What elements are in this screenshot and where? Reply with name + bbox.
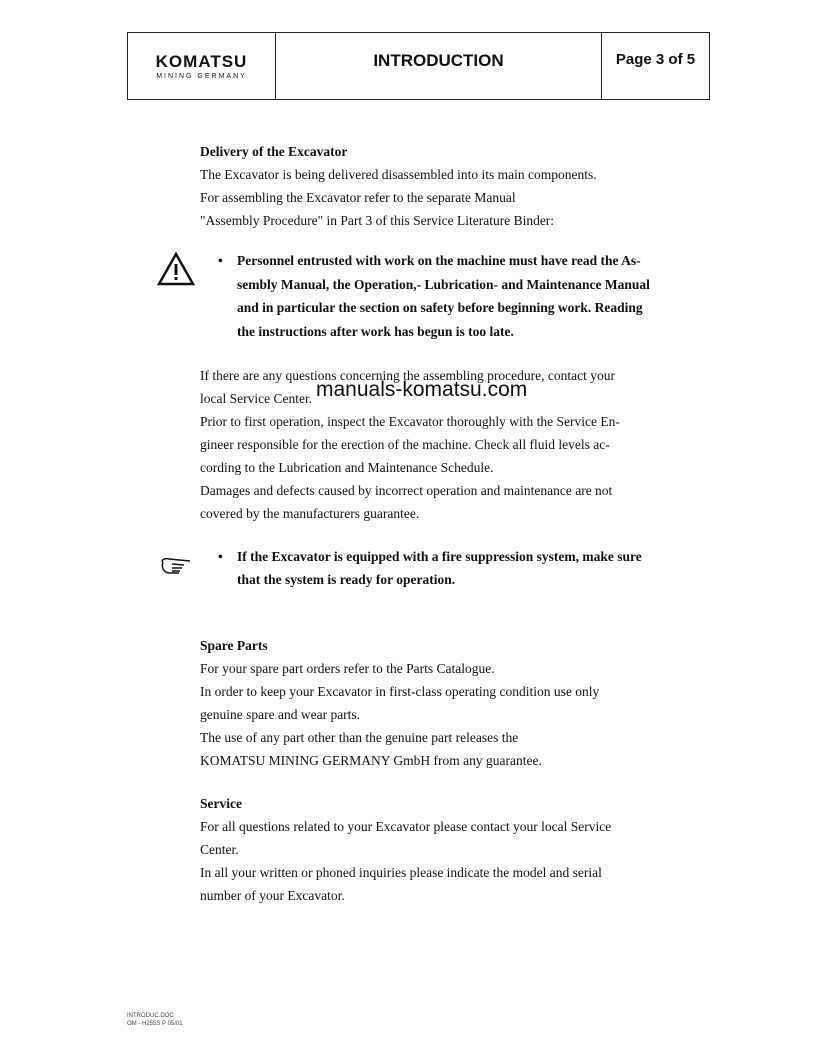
paragraph-line: cording to the Lubrication and Maintenance Schedule. bbox=[200, 460, 494, 475]
footer-line: INTRODUC.DOC bbox=[127, 1013, 174, 1019]
paragraph-line: covered by the manufacturers guarantee. bbox=[200, 506, 420, 521]
bullet: • bbox=[218, 549, 223, 564]
paragraph-line: gineer responsible for the erection of the machine. Check all fluid levels ac- bbox=[200, 437, 610, 452]
fire-suppression-note bbox=[218, 545, 708, 591]
spare-parts-section bbox=[200, 634, 599, 772]
paragraph-line: For assembling the Excavator refer to the separate Manual bbox=[200, 190, 516, 205]
section-heading: Spare Parts bbox=[200, 638, 268, 653]
warning-note bbox=[218, 249, 708, 343]
section-heading: Service bbox=[200, 796, 242, 811]
paragraph-line: genuine spare and wear parts. bbox=[200, 707, 361, 722]
paragraph-line: In all your written or phoned inquiries please indicate the model and serial bbox=[200, 865, 602, 880]
warning-triangle-icon bbox=[157, 251, 195, 287]
warning-line: and in particular the section on safety before beginning work. Reading bbox=[237, 300, 643, 315]
paragraph-line: local Service Center. bbox=[200, 391, 313, 406]
header-title: INTRODUCTION bbox=[276, 33, 602, 99]
warning-line: Personnel entrusted with work on the machine must have read the As- bbox=[237, 253, 641, 268]
delivery-section bbox=[200, 140, 597, 232]
page-number: Page 3 of 5 bbox=[615, 51, 696, 68]
paragraph-line: For all questions related to your Excavator please contact your local Service bbox=[200, 819, 612, 834]
paragraph-line: KOMATSU MINING GERMANY GmbH from any guarantee. bbox=[200, 753, 542, 768]
warning-line: the instructions after work has begun is too late. bbox=[237, 323, 514, 339]
paragraph-line: Center. bbox=[200, 842, 239, 857]
footer-reference bbox=[127, 1012, 183, 1028]
footer-line: OM - H255S P 05/01 bbox=[127, 1021, 183, 1027]
bullet: • bbox=[218, 253, 223, 268]
note-line: If the Excavator is equipped with a fire suppression system, make sure bbox=[237, 549, 642, 564]
warning-line: sembly Manual, the Operation,- Lubrication- and Maintenance Manual bbox=[237, 276, 650, 292]
paragraph-line: Damages and defects caused by incorrect operation and maintenance are not bbox=[200, 483, 613, 498]
paragraph-line: For your spare part orders refer to the Parts Catalogue. bbox=[200, 661, 495, 676]
paragraph-line: The Excavator is being delivered disassembled into its main components. bbox=[200, 167, 597, 182]
paragraph-line: number of your Excavator. bbox=[200, 888, 345, 903]
pointing-hand-icon bbox=[160, 556, 198, 576]
paragraph-line: If there are any questions concerning the assembling procedure, contact your bbox=[200, 368, 615, 383]
paragraph-line: The use of any part other than the genuine part releases the bbox=[200, 730, 519, 745]
page-header bbox=[127, 32, 710, 100]
logo-subtitle: MINING GERMANY bbox=[156, 73, 247, 80]
section-heading: Delivery of the Excavator bbox=[200, 144, 348, 159]
paragraph-line: In order to keep your Excavator in first-class operating condition use only bbox=[200, 684, 600, 699]
paragraph-line: "Assembly Procedure" in Part 3 of this Service Literature Binder: bbox=[200, 213, 555, 228]
logo-name: KOMATSU bbox=[155, 52, 248, 71]
komatsu-logo bbox=[128, 33, 276, 99]
note-line: that the system is ready for operation. bbox=[237, 572, 456, 587]
paragraph-line: Prior to first operation, inspect the Excavator thoroughly with the Service En- bbox=[200, 414, 620, 429]
watermark: manuals-komatsu.com bbox=[316, 378, 528, 401]
service-section bbox=[200, 792, 611, 907]
